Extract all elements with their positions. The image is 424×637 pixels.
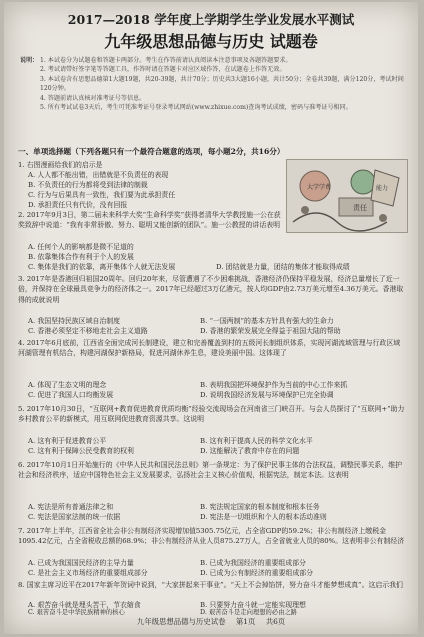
question-stem: 2. 2017年9月3日，第二届未来科学大奖“生命科学奖”获得者清华大学教授施一公在获奖致辞中说道：“我有非常骄傲、努力、聪明又能创新的团队”。施一公教授的讲话表明 (18, 211, 281, 230)
question-stem: 3. 2017年是香港回归祖国20周年。回归20年来，尽管遭遇了不少困难挑战，香港经济仍保持平稳发展，经济总量增长了近一倍，并保持在全球最具竞争力的经济体之一。2017年已经超过3万亿港元，按人均GDP由2.73万美元增至4.36万美元。香港取得的成就说明 (18, 275, 404, 304)
question-stem: 7. 2017年上半年，江西省全社会非公有制经济实现增加值5305.75亿元，占全省GDP的59.2%；非公有制经济上缴税金1095.42亿元，占全省税收总额的68.9%；非公有制经济从业人员875.27万人，占全省就业人员的80%。这表明非公有制经济 (18, 527, 405, 546)
question-option: D. 宪法是一切组织和个人的根本活动准则 (200, 513, 327, 521)
cartoon-label: 责任 (353, 204, 367, 212)
section-title: 一、单项选择题（下列各题只有一个最符合题意的选项，每小题2分，共16分） (18, 147, 285, 156)
question-option: D. 团结就是力量，团结的集体才能取得成绩 (216, 263, 350, 271)
question-option: C. 这有利于保障公民受教育的权利 (28, 447, 134, 455)
question-option: A. 这有利于促进教育公平 (28, 437, 107, 445)
question-option: A. 宪法是所有普通法律之和 (28, 503, 114, 511)
question-option: C. 香港必须坚定不移地走社会主义道路 (28, 327, 148, 335)
page-footer (4, 616, 418, 627)
question-option: A. 人人都不能出错，出错就是不负责任的表现 (28, 171, 169, 179)
question-option: B. 不负责任的行为都将受到法律的制裁 (28, 181, 148, 189)
instruction-item: 2. 考试请带好签字笔等答题工具，作答时请在答题卡对应区域作答，在试题卷上作答无效。 (40, 66, 286, 74)
question-option: A. 我国坚持民族区域自治制度 (28, 317, 121, 325)
question-option: B. 表明我国把环境保护作为当前的中心工作来抓 (200, 381, 348, 389)
question-option: C. 宪法是国家法制的统一依据 (28, 513, 121, 521)
question-option: D. 这能解决了教育中存在的问题 (200, 447, 300, 455)
question-option: A. 艰苦奋斗就是埋头苦干，节衣缩食 (28, 601, 141, 609)
question-option: C. 是社会主义市场经济的重要组成部分 (28, 569, 148, 577)
question-option: B. 这有利于提高人民的科学文化水平 (200, 437, 313, 445)
question-option: A. 任何个人的影响都是微不足道的 (28, 243, 134, 251)
question-option: C. 促进了我国人口均衡发展 (28, 391, 114, 399)
question-option: C. 艰苦奋斗是中华民族精神的核心 (28, 609, 125, 616)
question-option: D. 已成为公有制经济的重要组成部分 (200, 569, 314, 577)
question-option: B. 依靠集体合作有利于个人的发展 (28, 253, 134, 261)
exam-paper (4, 2, 418, 634)
question-stem: 5. 2017年10月30日，“互联网+教育促进教育优质均衡”经验交流现场会在河南省三门峡召开。与会人员探讨了“互联网+”助力乡村教育公平的新模式，用互联网促进教育资源共享。这说明 (18, 405, 405, 424)
question-option: D. 说明我国经济发展与环境保护已完全协调 (200, 391, 334, 399)
question-stem: 8. 国家主席习近平在2017年新年贺词中说到，“大家拼起来干事业”。“天上不会掉馅饼，努力奋斗才能梦想成真”。这启示我们 (18, 581, 403, 589)
footer-page-number: 第1页 (235, 617, 256, 626)
instruction-item: 1. 本试卷分为试题卷和答题卡两部分。考生在作答前请认真阅读本注意事项及各题答题要求。 (40, 57, 292, 64)
question-option: B. “一国两制”的基本方针具有强大的生命力 (200, 317, 334, 325)
question-option: C. 集体是我们的依靠，离开集体个人就无法发展 (28, 263, 176, 271)
question-option: B. 宪法规定国家的根本制度和根本任务 (200, 503, 320, 511)
instruction-item: 3. 本试卷含有思想品德第1大题19题，共20-39题，共计70分；历史共3大题16小题，共计50分；全卷共39题，满分120分，考试时间120分钟。 (40, 75, 404, 93)
footer-subject: 九年级思想品德与历史试卷 (136, 617, 226, 626)
footer-total-pages: 共6页 (265, 617, 286, 626)
question-stem: 1. 右图漫画给我们的启示是 (18, 161, 103, 169)
instructions-label: 说明： (20, 57, 39, 64)
cartoon-label: 大学学费 (307, 184, 332, 191)
question-stem: 4. 2017年6月底前，江西省全面完成河长制建设，建立和完善覆盖到村的五级河长制组织体系，实现河湖流域管理与行政区域河湖管理有机结合，构建河湖保护新格局，促进河湖休养生息，建设美丽中国。这体现了 (18, 339, 401, 358)
question-option: D. 香港的繁荣发展完全得益于祖国大陆的帮助 (200, 327, 341, 335)
question-option: C. 行为与后果具有一致性，我们要为此承担责任 (28, 191, 176, 199)
cartoon-illustration (287, 160, 407, 232)
cartoon-label: 能力 (376, 185, 389, 192)
question-option: B. 已成为我国经济的重要组成部分 (200, 559, 306, 567)
instruction-item: 4. 答题前请认真核对准考证号等信息。 (40, 94, 146, 102)
question-option: A. 已成为我国国民经济的主导力量 (28, 559, 134, 567)
exam-title-line2: 九年级思想品德与历史 试题卷 (104, 32, 318, 51)
instructions (20, 56, 404, 112)
instruction-item: 5. 所有考试试卷3天后，考生可凭准考证号登录考试网站(www.zhixue.com)查询考试成绩，密码与准考证号相同。 (40, 104, 352, 112)
question-option: A. 体现了生态文明的理念 (28, 381, 107, 389)
question-option: D. 艰苦奋斗是走向理想的必由之路 (200, 609, 297, 616)
cartoon-image (286, 159, 408, 233)
exam-title-line1: 2017—2018 学年度上学期学生学业发展水平测试 (67, 12, 355, 27)
question-option: B. 只要努力奋斗就一定能实现理想 (200, 601, 306, 609)
question-option: D. 承担责任只有代价，没有回报 (28, 201, 128, 209)
question-stem: 6. 2017年10月1日开始施行的《中华人民共和国民法总则》第一条规定：为了保护民事主体的合法权益，调整民事关系，维护社会和经济秩序，适应中国特色社会主义发展要求，弘扬社会主义核心价值观，根据宪法，制定本法。这表明 (18, 461, 402, 480)
